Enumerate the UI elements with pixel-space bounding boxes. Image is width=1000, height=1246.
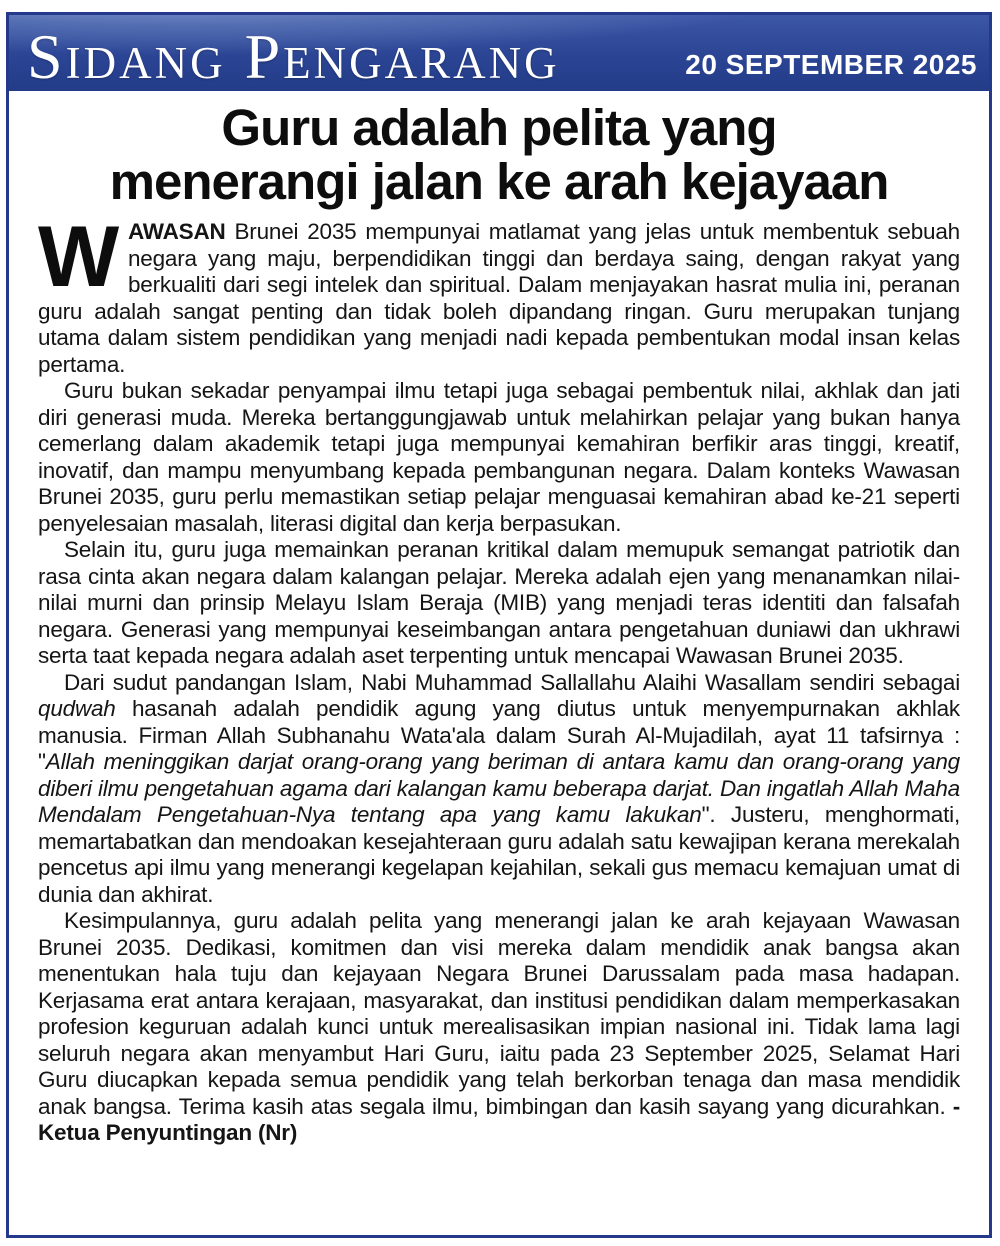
masthead-banner bbox=[9, 15, 989, 91]
article-body bbox=[38, 209, 960, 1147]
article-frame bbox=[6, 12, 992, 1238]
article-headline bbox=[25, 101, 973, 209]
masthead-title: Sidang Pengarang bbox=[27, 21, 560, 93]
text-segment: Kesimpulannya, guru adalah pelita yang menerangi jalan ke arah kejayaan Wawasan Brunei 2035. Dedikasi, komitmen dan visi mereka dalam mendidik anak bangsa akan menentukan hala tuju dan kejayaan Negara Brunei Darussalam pada masa hadapan. Kerjasama erat antara kerajaan, masyarakat, dan institusi pendidikan dalam memperkasakan profesion keguruan adalah kunci untuk merealisasikan impian nasional ini. Tidak lama lagi seluruh negara akan menyambut Hari Guru, iaitu pada 23 September 2025, Selamat Hari Guru diucapkan kepada semua pendidik yang telah berkorban tenaga dan masa mendidik anak bangsa. Terima kasih atas segala ilmu, bimbingan dan kasih sayang yang dicurahkan. bbox=[38, 908, 960, 1119]
masthead-date: 20 SEPTEMBER 2025 bbox=[685, 49, 977, 80]
text-segment: Guru bukan sekadar penyampai ilmu tetapi juga sebagai pembentuk nilai, akhlak dan jati diri generasi muda. Mereka bertanggungjawab untuk melahirkan pelajar yang bukan hanya cemerlang dalam akademik tetapi juga mempunyai kemahiran berfikir aras tinggi, kreatif, inovatif, dan mampu menyumbang kepada pembangunan negara. Dalam konteks Wawasan Brunei 2035, guru perlu memastikan setiap pelajar menguasai kemahiran abad ke-21 seperti penyelesaian masalah, literasi digital dan kerja berpasukan. bbox=[38, 378, 960, 536]
quran-quote: Allah meninggikan darjat orang-orang yang beriman di antara kamu dan orang-orang yang diberi ilmu pengetahuan agama dari kalangan kamu beberapa darjat. Dan ingatlah Allah Maha Mendalam Pengetahuan-Nya tentang apa yang kamu lakukan bbox=[38, 749, 960, 828]
article-paragraph bbox=[38, 209, 960, 378]
text-segment: Brunei 2035 mempunyai matlamat yang jelas untuk membentuk sebuah negara yang maju, berpendidikan tinggi dan berdaya saing, dengan rakyat yang berkualiti dari segi intelek dan spiritual. Dalam menjayakan hasrat mulia ini, peranan guru adalah sangat penting dan tidak boleh dipandang ringan. Guru merupakan tunjang utama dalam sistem pendidikan yang menjadi nadi kepada pembentukan modal insan kelas pertama. bbox=[38, 219, 960, 377]
lead-word: AWASAN bbox=[127, 219, 226, 245]
article-paragraph bbox=[38, 670, 960, 909]
headline-line-2: menerangi jalan ke arah kejayaan bbox=[109, 153, 889, 211]
byline-signature: - Ketua Penyuntingan (Nr) bbox=[38, 1093, 960, 1146]
text-segment: hasanah adalah pendidik agung yang diutus untuk menyempurnakan akhlak manusia. Firman Allah Subhanahu Wata'ala dalam Surah Al-Mujadilah, ayat 11 tafsirnya : " bbox=[38, 696, 960, 775]
text-segment: Selain itu, guru juga memainkan peranan kritikal dalam memupuk semangat patriotik dan rasa cinta akan negara dalam kalangan pelajar. Mereka adalah ejen yang menanamkan nilai-nilai murni dan prinsip Melayu Islam Beraja (MIB) yang menjadi teras identiti dan falsafah negara. Generasi yang mempunyai keseimbangan antara pengetahuan duniawi dan ukhrawi serta taat kepada negara adalah aset terpenting untuk mencapai Wawasan Brunei 2035. bbox=[38, 537, 960, 669]
arabic-term: qudwah bbox=[38, 696, 116, 722]
article-paragraph bbox=[38, 908, 960, 1147]
article-paragraph bbox=[38, 537, 960, 670]
text-segment: ". Justeru, menghormati, memartabatkan dan mendoakan kesejahteraan guru adalah satu kewajipan kerana merekalah pencetus api ilmu yang menerangi kegelapan kejahilan, sekali gus memacu kemajuan umat di dunia dan akhirat. bbox=[38, 802, 960, 907]
text-segment: Dari sudut pandangan Islam, Nabi Muhammad Sallallahu Alaihi Wasallam sendiri sebagai bbox=[64, 669, 960, 695]
drop-cap: W bbox=[38, 209, 119, 306]
headline-line-1: Guru adalah pelita yang bbox=[221, 99, 777, 156]
article-paragraph bbox=[38, 378, 960, 537]
